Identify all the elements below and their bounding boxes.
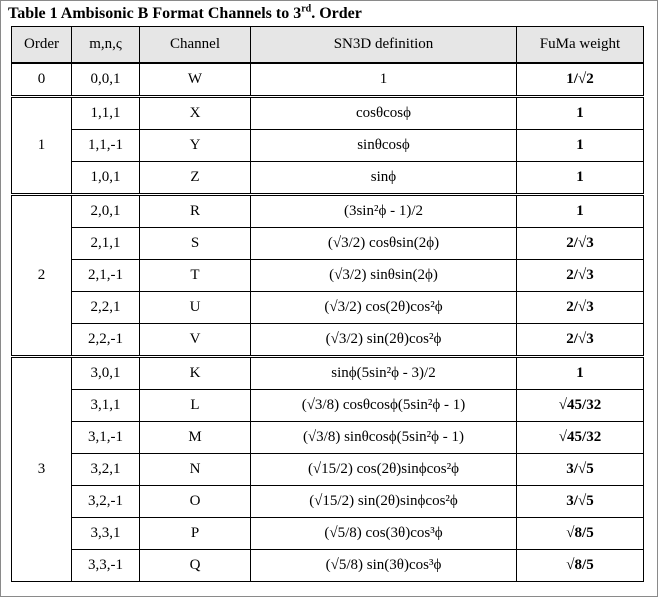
fuma-cell: 3/√5 [517, 454, 644, 486]
table-row [12, 390, 644, 422]
table-row [12, 518, 644, 550]
table-row [12, 357, 644, 390]
channel-cell: R [140, 195, 251, 228]
order-cell: 1 [12, 97, 72, 195]
header-row [12, 27, 644, 64]
sn3d-cell: (√3/2) cosθsin(2ϕ) [251, 228, 517, 260]
sn3d-cell: (√5/8) sin(3θ)cos³ϕ [251, 550, 517, 582]
table-row [12, 195, 644, 228]
mn-cell: 0,0,1 [72, 63, 140, 97]
channel-cell: U [140, 292, 251, 324]
channel-cell: P [140, 518, 251, 550]
channel-cell: X [140, 97, 251, 130]
fuma-cell: 1 [517, 97, 644, 130]
sn3d-cell: (√5/8) cos(3θ)cos³ϕ [251, 518, 517, 550]
mn-cell: 3,2,1 [72, 454, 140, 486]
channel-cell: O [140, 486, 251, 518]
fuma-cell: 1 [517, 357, 644, 390]
table-row [12, 324, 644, 357]
table-row [12, 422, 644, 454]
fuma-cell: 2/√3 [517, 292, 644, 324]
sn3d-cell: sinϕ(5sin²ϕ - 3)/2 [251, 357, 517, 390]
channel-cell: S [140, 228, 251, 260]
sn3d-cell: sinϕ [251, 162, 517, 195]
table-row [12, 486, 644, 518]
channel-cell: N [140, 454, 251, 486]
mn-cell: 3,0,1 [72, 357, 140, 390]
fuma-cell: √8/5 [517, 518, 644, 550]
sn3d-cell: (√3/2) sinθsin(2ϕ) [251, 260, 517, 292]
channel-cell: Y [140, 130, 251, 162]
title-superscript: rd [301, 3, 312, 15]
channel-cell: T [140, 260, 251, 292]
fuma-cell: √8/5 [517, 550, 644, 582]
table-row [12, 130, 644, 162]
order-cell: 2 [12, 195, 72, 357]
fuma-cell: √45/32 [517, 390, 644, 422]
sn3d-cell: (√3/8) sinθcosϕ(5sin²ϕ - 1) [251, 422, 517, 454]
table-row [12, 162, 644, 195]
mn-cell: 3,3,-1 [72, 550, 140, 582]
channel-cell: M [140, 422, 251, 454]
mn-cell: 3,3,1 [72, 518, 140, 550]
mn-cell: 1,1,-1 [72, 130, 140, 162]
channel-cell: K [140, 357, 251, 390]
fuma-cell: 1/√2 [517, 63, 644, 97]
ambisonic-table [11, 26, 644, 582]
channel-cell: W [140, 63, 251, 97]
table-row [12, 260, 644, 292]
mn-cell: 2,1,1 [72, 228, 140, 260]
channel-cell: Q [140, 550, 251, 582]
fuma-cell: 1 [517, 130, 644, 162]
mn-cell: 2,1,-1 [72, 260, 140, 292]
mn-cell: 1,0,1 [72, 162, 140, 195]
sn3d-cell: cosθcosϕ [251, 97, 517, 130]
channel-cell: V [140, 324, 251, 357]
sn3d-cell: (√15/2) cos(2θ)sinϕcos²ϕ [251, 454, 517, 486]
mn-cell: 2,2,-1 [72, 324, 140, 357]
sn3d-cell: (√3/2) sin(2θ)cos²ϕ [251, 324, 517, 357]
table-row [12, 292, 644, 324]
sn3d-cell: (√3/8) cosθcosϕ(5sin²ϕ - 1) [251, 390, 517, 422]
fuma-cell: 2/√3 [517, 260, 644, 292]
fuma-cell: 2/√3 [517, 228, 644, 260]
sn3d-cell: sinθcosϕ [251, 130, 517, 162]
order-cell: 0 [12, 63, 72, 97]
table-row [12, 228, 644, 260]
mn-cell: 1,1,1 [72, 97, 140, 130]
fuma-cell: √45/32 [517, 422, 644, 454]
mn-cell: 3,2,-1 [72, 486, 140, 518]
header-order: Order [12, 27, 72, 64]
header-fuma: FuMa weight [517, 27, 644, 64]
header-channel: Channel [140, 27, 251, 64]
title-text: Table 1 Ambisonic B Format Channels to 3 [8, 5, 302, 22]
sn3d-cell: (√3/2) cos(2θ)cos²ϕ [251, 292, 517, 324]
fuma-cell: 2/√3 [517, 324, 644, 357]
sn3d-cell: 1 [251, 63, 517, 97]
table-row [12, 97, 644, 130]
sn3d-cell: (√15/2) sin(2θ)sinϕcos²ϕ [251, 486, 517, 518]
table-title [8, 5, 362, 23]
mn-cell: 2,2,1 [72, 292, 140, 324]
fuma-cell: 3/√5 [517, 486, 644, 518]
title-suffix: . Order [311, 5, 362, 22]
fuma-cell: 1 [517, 195, 644, 228]
header-mn: m,n,ς [72, 27, 140, 64]
mn-cell: 3,1,-1 [72, 422, 140, 454]
channel-cell: Z [140, 162, 251, 195]
mn-cell: 3,1,1 [72, 390, 140, 422]
mn-cell: 2,0,1 [72, 195, 140, 228]
sn3d-cell: (3sin²ϕ - 1)/2 [251, 195, 517, 228]
header-sn3d: SN3D definition [251, 27, 517, 64]
order-cell: 3 [12, 357, 72, 582]
channel-cell: L [140, 390, 251, 422]
fuma-cell: 1 [517, 162, 644, 195]
table-row [12, 454, 644, 486]
table-body [12, 63, 644, 582]
table-row [12, 550, 644, 582]
table-row [12, 63, 644, 97]
